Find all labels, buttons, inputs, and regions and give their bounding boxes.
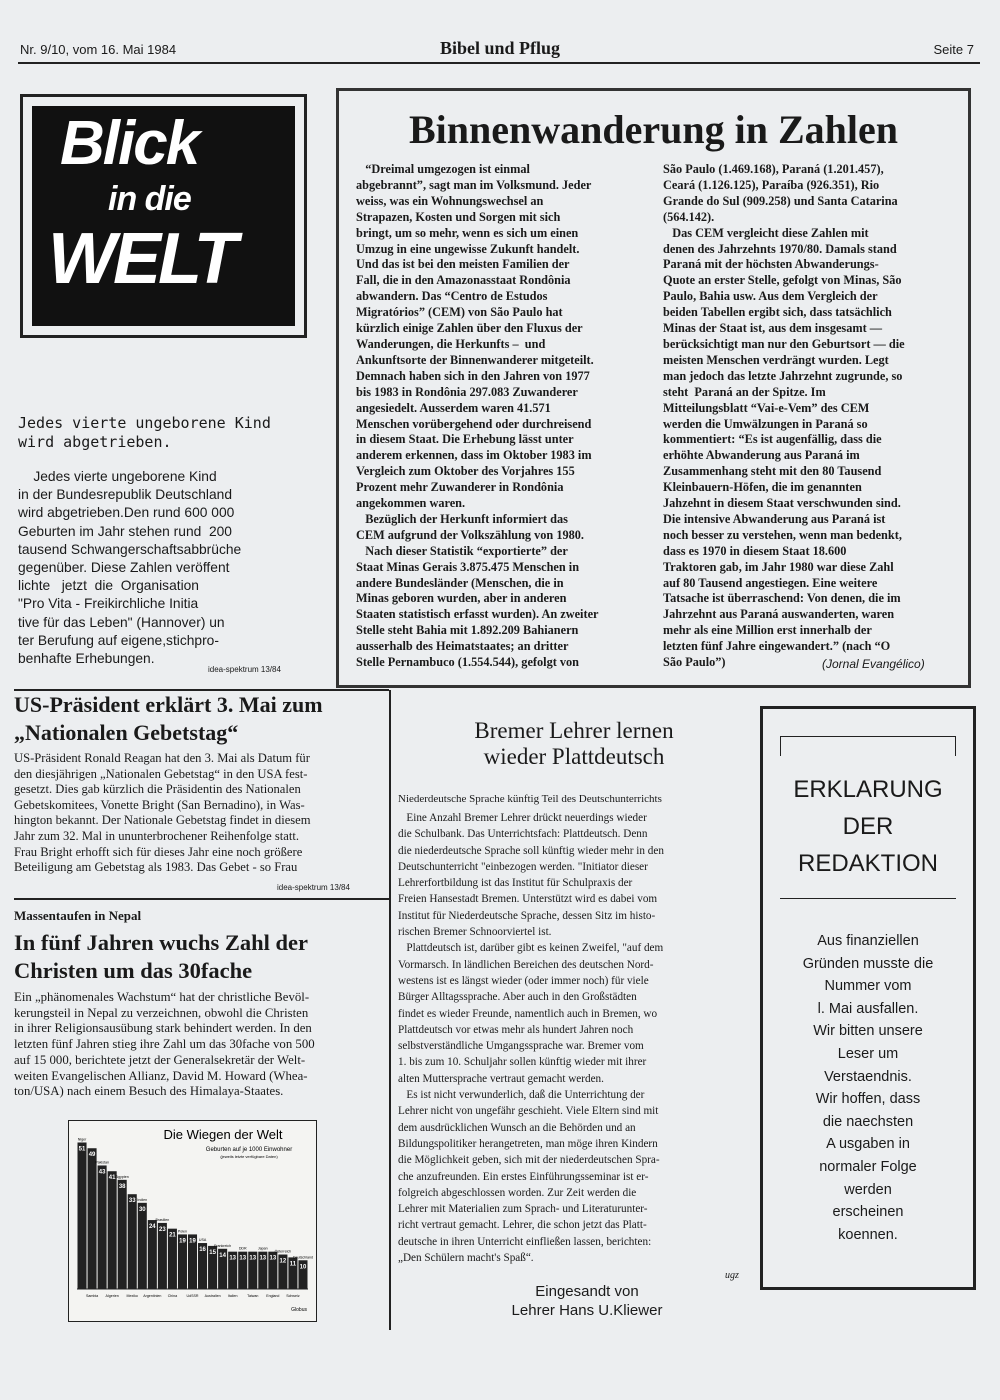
section-rule-2 xyxy=(14,898,389,900)
chart-value-label: 24 xyxy=(148,1224,156,1231)
chart-credit: Globus xyxy=(291,1307,307,1313)
nepal-kicker: Massentaufen in Nepal xyxy=(14,908,142,923)
chart-value-label: 23 xyxy=(159,1226,166,1233)
chart-category-label: Indien xyxy=(137,1197,148,1202)
chart-value-label: 13 xyxy=(239,1255,247,1262)
chart-title: Die Wiegen der Welt xyxy=(163,1127,283,1142)
chart-category-label: Deutschland xyxy=(292,1255,313,1260)
binnenwanderung-col-2: São Paulo (1.469.168), Paraná (1.201.457), Ceará (1.126.125), Paraíba (926.351), Rio Grande do Sul (909.258) und Santa Catarina (564.142). Das CEM vergleicht diese Zahlen mit denen des Jahrzehnts 1970/80. Damals stand Paraná mit der höchsten Abwanderungs- Quote an erster Stelle, gefolgt von Minas, São Paulo, Bahia usw. Aus dem Vergleich der beiden Tabellen ergibt sich, dass tatsächlich Minas der Staat ist, aus dem insgesamt — berücksichtigt man nur den Geburtsort — die meisten Menschen verdrängt wurden. Legt man jedoch das letzte Jahrzehnt zugrunde, so steht Paraná an der Spitze. Im Mitteilungsblatt “Vai-e-Vem” des CEM werden die Umwälzungen in Paraná so kommentiert: “Es ist augenfällig, dass die erhöhte Abwanderung aus Paraná im Zusammenhang steht mit den 80 Tausend Kleinbauern-Höfen, die im genannten Jahzehnt in diesem Staat verschwunden sind. Die intensive Abwanderung aus Paraná ist noch besser zu verstehen, wenn man bedenkt, dass es 1970 in diesem Staat 18.600 Traktoren gab, im Jahr 1980 war diese Zahl auf 80 Tausend angestiegen. Eine weitere Tatsache ist überraschend: Von denen, die im Jahrzehnt aus Paraná auswanderten, waren mehr als eine Million erst innerhalb der letzten fünf Jahre eingewandert.” (nach “O São Paulo”) xyxy=(663,162,905,670)
bremer-title: Bremer Lehrer lernen wieder Plattdeutsch xyxy=(474,718,674,769)
chart-category-label: Australien xyxy=(204,1294,221,1298)
binnenwanderung-title: Binnenwanderung in Zahlen xyxy=(408,107,899,152)
chart-category-label: Mexiko xyxy=(126,1294,138,1298)
chart-value-label: 43 xyxy=(98,1169,106,1176)
chart-category-label: Brasilien xyxy=(155,1217,170,1222)
logo-line-1: Blick xyxy=(60,109,199,178)
column-divider xyxy=(389,690,391,1330)
bremer-signature: Eingesandt von Lehrer Hans U.Kliewer xyxy=(511,1283,663,1319)
chart-category-label: DDR xyxy=(238,1246,247,1251)
chart-category-label: Frankreich xyxy=(214,1243,232,1248)
us-prayer-source: idea-spektrum 13/84 xyxy=(277,883,350,892)
chart-category-label: USA xyxy=(198,1238,207,1243)
header-rule xyxy=(18,62,980,64)
chart-subtitle: Geburten auf je 1000 Einwohner xyxy=(205,1147,293,1153)
chart-value-label: 13 xyxy=(259,1255,267,1262)
chart-note: (jeweils letzte verfügbare Daten) xyxy=(220,1154,278,1159)
chart-value-label: 19 xyxy=(179,1238,186,1245)
chart-value-label: 16 xyxy=(199,1247,206,1254)
chart-value-label: 38 xyxy=(118,1183,126,1190)
chart-value-label: 14 xyxy=(219,1252,226,1259)
logo-line-3: WELT xyxy=(48,219,235,299)
paper-name: Bibel und Pflug xyxy=(439,38,561,58)
erklaerung-mid-rule xyxy=(780,898,956,899)
chart-value-label: 21 xyxy=(169,1232,176,1239)
chart-value-label: 33 xyxy=(128,1198,136,1205)
chart-value-label: 12 xyxy=(279,1258,287,1265)
chart-category-label: China xyxy=(167,1294,178,1298)
chart-category-label: Taiwan xyxy=(247,1294,259,1298)
chart-value-label: 51 xyxy=(78,1146,86,1153)
chart-bar xyxy=(108,1171,117,1289)
binnenwanderung-col-1: “Dreimal umgezogen ist einmal abgebrannt”, sagt man im Volksmund. Jeder weiss, was ein Wohnungswechsel an Strapazen, Kosten und Sorgen mit sich bringt, um so mehr, wenn es sich um einen Umzug in eine ungewisse Zukunft handelt. Und das ist bei den meisten Familien der Fall, die in den Amazonasstaat Rondônia abwandern. Das “Centro de Estudos Migratórios” (CEM) von São Paulo hat kürzlich einige Zahlen über den Fluxus der Wanderungen, die Herkunfts – und Ankunftsorte der Binnenwanderer mitgeteilt. Demnach haben sich in den Jahren von 1977 bis 1983 in Rondônia 297.083 Zuwanderer angesiedelt. Ausserdem waren 41.571 Menschen vorübergehend oder durchreisend in diesem Staat. Die Erhebung lässt unter anderem erkennen, dass im Oktober 1983 im Vergleich zum Oktober des Vorjahres 155 Prozent mehr Zuwanderer in Rondônia angekommen waren. Bezüglich der Herkunft informiert das CEM aufgrund der Volkszählung von 1980. Nach dieser Statistik “exportierte” der Staat Minas Gerais 3.875.475 Menschen in andere Bundesländer (Menschen, die in Minas geboren wurden, aber in anderen Staaten statistisch erfasst wurden). An zweiter Stelle steht Bahia mit 1.892.209 Bahianern ausserhalb des Heimatstaates; an dritter Stelle Pernambuco (1.554.544), gefolgt von xyxy=(356,162,599,670)
chart-category-label: Pakistan xyxy=(95,1160,110,1165)
bremer-initials: ugz xyxy=(725,1270,739,1281)
chart-value-label: 13 xyxy=(229,1255,237,1262)
chart-bar xyxy=(118,1180,127,1289)
page-number: Seite 7 xyxy=(933,42,974,57)
chart-category-label: England xyxy=(266,1294,280,1298)
abortion-source: idea-spektrum 13/84 xyxy=(208,665,281,674)
chart-bar xyxy=(128,1194,137,1289)
abortion-headline: Jedes vierte ungeborene Kind wird abgetrieben. xyxy=(18,414,271,451)
chart-value-label: 41 xyxy=(108,1175,116,1182)
chart-value-label: 13 xyxy=(269,1255,277,1262)
erklaerung-bracket-left xyxy=(780,736,781,756)
bremer-kicker: Niederdeutsche Sprache künftig Teil des Deutschunterrichts xyxy=(398,793,662,805)
erklaerung-top-rule xyxy=(780,736,956,737)
chart-bar xyxy=(98,1165,107,1289)
chart-category-label: Japan xyxy=(257,1246,268,1251)
chart-bar xyxy=(78,1142,87,1289)
bremer-body: Eine Anzahl Bremer Lehrer drückt neuerdings wieder die Schulbank. Das Unterrichtsfach: Plattdeutsch. Denn die niederdeutsche Sprache soll künftig wieder mehr in den Deutschunterricht "einbezogen werden. "Initiator dieser Lehrerfortbildung ist das Institut für Schulpraxis der Freien Hansestadt Bremen. Unterstützt wird es dabei vom Institut für Niederdeutsche Sprache, dessen Sitz im histo- rischen Bremer Schnoorviertel ist. Plattdeutsch ist, darüber gibt es keinen Zweifel, "auf dem Vormarsch. In ländlichen Bereichen des deutschen Nord- westens ist es längst wieder (oder immer noch) für viele Bürger Alltagssprache. Aber auch in den Großstädten findet es wieder Freunde, namentlich auch in Bremen, wo Plattdeutsch vor etwas mehr als hundert Jahren noch selbstverständliche Umgangssprache war. Bremer vom 1. bis zum 10. Schuljahr sollen künftig wieder mit ihrer alten Muttersprache vertraut gemacht werden. Es ist nicht verwunderlich, daß die Unterrichtung der Lehrer nicht von ungefähr geschieht. Viele Eltern sind mit dem ausdrücklichen Wunsch an die Behörden und an Bildungspolitiker herangetreten, man möge ihren Kindern die Möglichkeit geben, sich mit der niederdeutschen Spra- che anzufreunden. Ein erstes Einführungsseminar ist er- folgreich abgeschlossen worden. Zur Zeit werden die Lehrer mit Materialien zum Sprach- und Literaturunter- richt vertraut gemacht. Lehrer, die schon jetzt das Platt- deutsche in ihren Unterricht einfließen lassen, berichten: „Den Schülern macht's Spaß“. xyxy=(398,812,664,1265)
issue-date: Nr. 9/10, vom 16. Mai 1984 xyxy=(20,42,177,57)
chart-value-label: 15 xyxy=(209,1249,216,1256)
erklaerung-title: ERKLARUNG DER REDAKTION xyxy=(793,776,943,877)
logo-line-2: in die xyxy=(108,180,191,218)
chart-bar xyxy=(88,1148,97,1289)
birth-rate-chart xyxy=(68,1120,317,1322)
blick-in-die-welt-logo xyxy=(20,94,307,338)
chart-category-label: Argentinien xyxy=(143,1294,162,1298)
chart-value-label: 49 xyxy=(88,1152,96,1159)
chart-value-label: 13 xyxy=(249,1255,257,1262)
erklaerung-body: Aus finanziellen Gründen musste die Nummer vom l. Mai ausfallen. Wir bitten unsere Leser um Verstaendnis. Wir hoffen, dass die naechsten A usgaben in normaler Folge werden erscheinen koennen. xyxy=(802,933,934,1243)
us-prayer-body: US-Präsident Ronald Reagan hat den 3. Mai als Datum für den diesjährigen „Nationalen Gebetstag“ in den USA fest- gesetzt. Dies gab kürzlich die Präsidentin des Nationalen Gebetskomitees, Vonette Bright (San Bernadino), in Was- hington bekannt. Der Nationale Gebetstag findet in diesem Jahr zum 32. Mal in ununterbrochener Reihenfolge statt. Frau Bright erhofft sich für dieses Jahr eine noch größere Beteiligung am Gebetstag als 1983. Das Gebet - so Frau xyxy=(14,751,311,875)
chart-bar xyxy=(148,1220,157,1289)
nepal-headline: In fünf Jahren wuchs Zahl der Christen um das 30fache xyxy=(14,930,309,983)
chart-category-label: Algerien xyxy=(105,1294,119,1298)
chart-category-label: Schweiz xyxy=(286,1294,300,1298)
chart-category-label: Italien xyxy=(227,1294,238,1298)
chart-value-label: 10 xyxy=(299,1264,307,1271)
chart-value-label: 11 xyxy=(289,1261,297,1268)
chart-value-label: 19 xyxy=(189,1238,196,1245)
chart-value-label: 30 xyxy=(138,1206,146,1213)
chart-category-label: Österreich xyxy=(274,1249,292,1254)
chart-category-label: Polen xyxy=(177,1229,188,1234)
binnenwanderung-source: (Jornal Evangélico) xyxy=(822,657,925,671)
abortion-body: Jedes vierte ungeborene Kind in der Bundesrepublik Deutschland wird abgetrieben.Den rund 600 000 Geburten im Jahr stehen rund 200 tausend Schwangerschaftsabbrüche gegenüber. Diese Zahlen veröffent lichte jetzt die Organisation "Pro Vita - Freikirchliche Initia tive für das Leben" (Hannover) un ter Berufung auf eigene,stichpro- benhafte Erhebungen. xyxy=(18,469,242,667)
erklaerung-bracket-right xyxy=(955,736,956,756)
chart-category-label: UdSSR xyxy=(186,1294,199,1298)
chart-category-label: Ägypten xyxy=(115,1174,129,1179)
chart-category-label: Niger xyxy=(77,1137,87,1142)
chart-bar xyxy=(138,1203,147,1289)
birth-rate-chart-svg xyxy=(69,1121,316,1321)
us-prayer-headline: US-Präsident erklärt 3. Mai zum „Nationalen Gebetstag“ xyxy=(14,692,323,745)
nepal-body: Ein „phänomenales Wachstum“ hat der christliche Bevöl- kerungsteil in Nepal zu verzeichnen, obwohl die Christen in ihrer Religionsausübung stark behindert werden. In den letzten fünf Jahren stieg ihre Zahl um das 30fache von 500 auf 15 000, berichtete jetzt der Generalsekretär der Welt- weiten Evangelischen Allianz, David M. Howard (Whea- ton/USA) nach einem Besuch des Himalaya-Staates. xyxy=(14,990,315,1099)
chart-category-label: Sambia xyxy=(85,1294,99,1298)
